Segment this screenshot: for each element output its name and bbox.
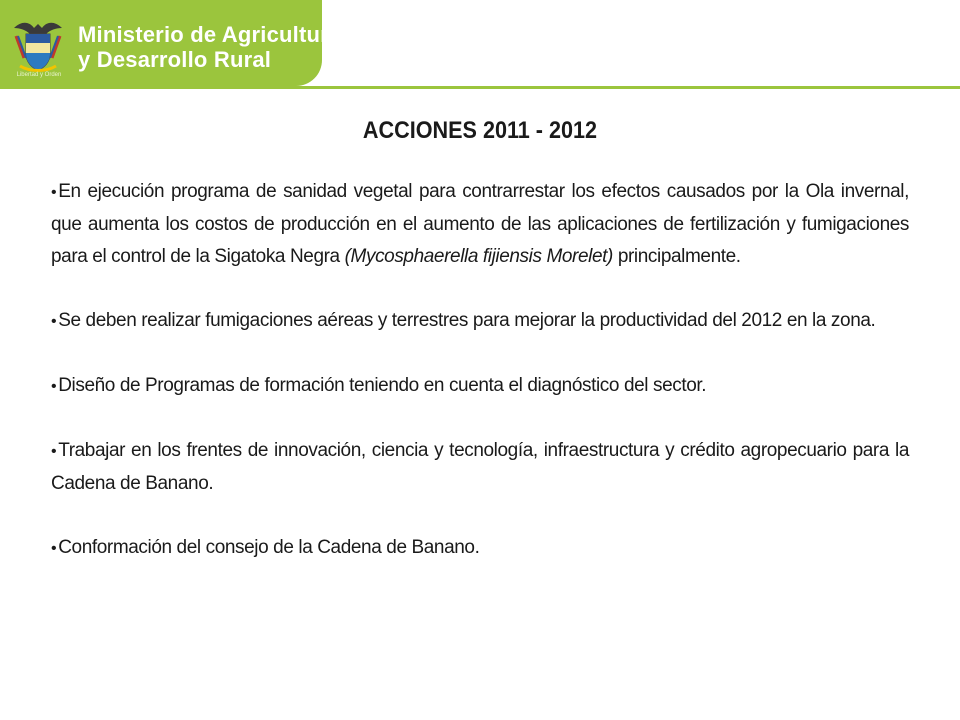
bullet-text-end: principalmente.: [612, 246, 741, 267]
ministry-name: [78, 22, 341, 72]
bullet-item-5: [51, 532, 909, 565]
header-divider: [0, 86, 960, 89]
ministry-line-1: Ministerio de Agricultura: [78, 22, 342, 47]
page-title: ACCIONES 2011 - 2012: [362, 117, 598, 144]
bullet-item-2: [51, 305, 909, 338]
bullet-icon: •: [51, 378, 57, 395]
motto-text: Libertad y Orden: [16, 72, 62, 78]
bullet-item-1: [51, 176, 909, 273]
bullet-icon: •: [51, 540, 57, 557]
header: [0, 0, 960, 92]
bullet-text: Trabajar en los frentes de innovación, ciencia y tecnología, infraestructura y crédito agropecuario para la Cadena de Banano.: [51, 440, 909, 494]
ministry-line-2: y Desarrollo Rural: [78, 47, 272, 72]
scientific-name: (Mycosphaerella fijiensis Morelet): [344, 246, 613, 267]
bullet-text: Diseño de Programas de formación teniendo en cuenta el diagnóstico del sector.: [58, 375, 707, 396]
bullet-text: En ejecución programa de sanidad vegetal para contrarrestar los efectos causados por la Ola invernal, que aumenta los costos de producción en el aumento de las aplicaciones de fertilización y fumigaciones para el control de la Sigatoka Negra: [51, 181, 909, 267]
bullet-text: Conformación del consejo de la Cadena de Banano.: [58, 537, 480, 558]
coat-of-arms-icon: [6, 14, 70, 80]
bullet-list: [51, 176, 909, 565]
bullet-icon: •: [51, 184, 57, 201]
bullet-text: Se deben realizar fumigaciones aéreas y terrestres para mejorar la productividad del 2012 en la zona.: [58, 310, 876, 331]
bullet-icon: •: [51, 443, 57, 460]
bullet-item-4: [51, 435, 909, 500]
bullet-item-3: [51, 370, 909, 403]
bullet-icon: •: [51, 313, 57, 330]
